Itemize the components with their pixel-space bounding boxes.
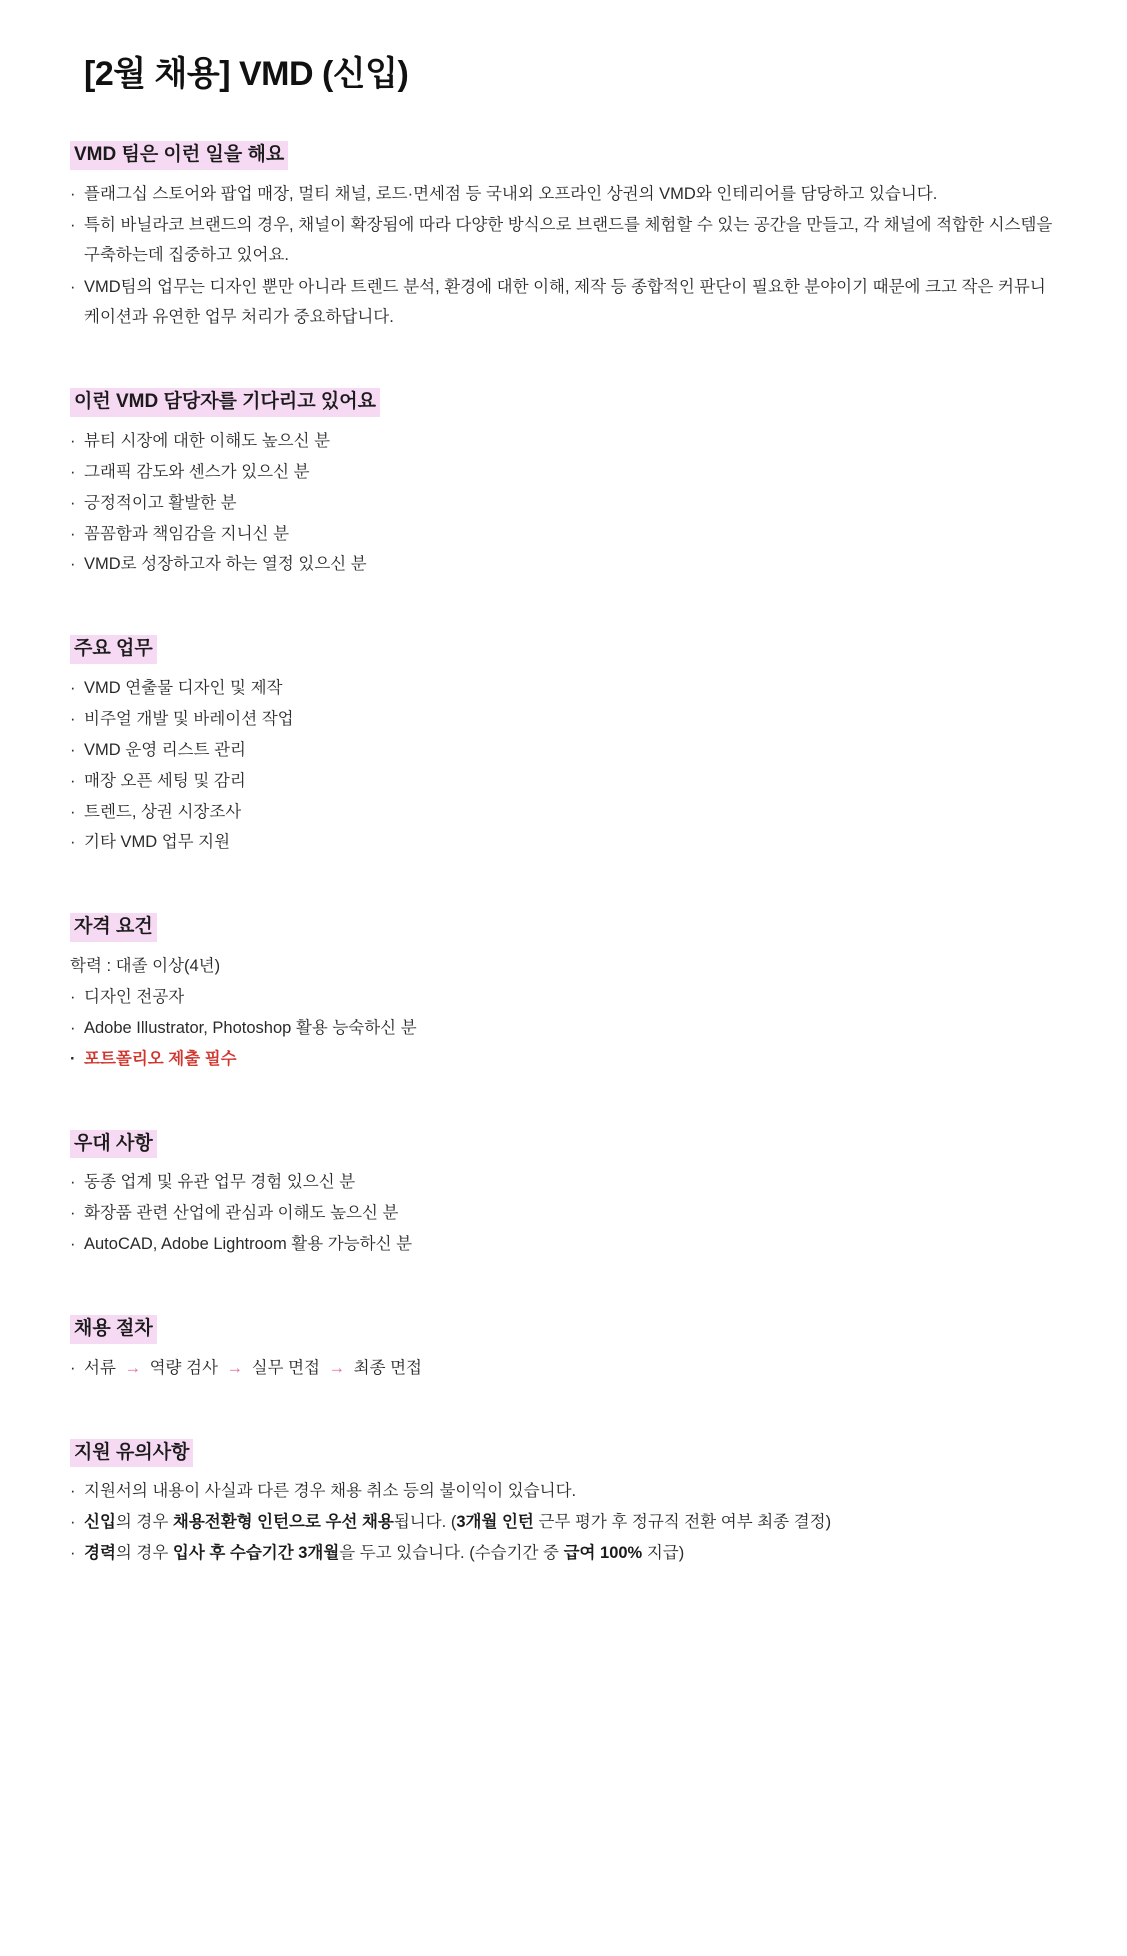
preferred-list — [70, 1168, 1057, 1259]
notice-emphasis: 신입 — [84, 1513, 116, 1532]
list-item-text: 디자인 전공자 — [84, 987, 185, 1006]
section-application-notice — [70, 1439, 1057, 1568]
section-hiring-process — [70, 1315, 1057, 1383]
notice-text: 지원서의 내용이 사실과 다른 경우 채용 취소 등의 불이익이 있습니다. — [84, 1482, 577, 1501]
bullet-icon: · — [70, 987, 76, 1006]
team-intro-list — [70, 180, 1057, 332]
list-item — [70, 798, 1057, 827]
list-item-text: 화장품 관련 산업에 관심과 이해도 높으신 분 — [84, 1204, 399, 1223]
bullet-icon: · — [70, 1358, 76, 1377]
list-item — [70, 1168, 1057, 1197]
section-main-duties — [70, 635, 1057, 857]
notice-text: 근무 평가 후 정규직 전환 여부 최종 결정) — [533, 1513, 832, 1532]
page-title: [2월 채용] VMD (신입) — [84, 55, 409, 93]
bullet-icon: · — [70, 802, 76, 821]
list-item — [70, 736, 1057, 765]
list-item-text: 기타 VMD 업무 지원 — [84, 833, 231, 852]
section-heading-application-notice: 지원 유의사항 — [70, 1439, 193, 1468]
hiring-process-steps — [70, 1354, 1057, 1383]
list-item — [70, 705, 1057, 734]
notice-text: 의 경우 — [115, 1513, 173, 1532]
list-item — [70, 180, 1057, 210]
notice-emphasis: 채용전환형 인턴으로 우선 채용 — [172, 1513, 394, 1532]
list-item-text: 플래그십 스토어와 팝업 매장, 멀티 채널, 로드·면세점 등 국내외 오프라인 상권의 VMD와 인테리어를 담당하고 있습니다. — [84, 184, 938, 203]
process-step: 실무 면접 — [251, 1358, 320, 1377]
bullet-icon: · — [70, 1173, 76, 1192]
list-item-text: 특히 바닐라코 브랜드의 경우, 채널이 확장됨에 따라 다양한 방식으로 브랜드를 체험할 수 있는 공간을 만들고, 각 채널에 적합한 시스템을 구축하는데 집중하고 있어요. — [84, 216, 1053, 265]
section-preferred — [70, 1130, 1057, 1259]
arrow-right-icon: → — [124, 1358, 141, 1377]
list-item — [70, 1199, 1057, 1228]
list-item-text: 트렌드, 상권 시장조사 — [84, 802, 242, 821]
bullet-icon: · — [70, 833, 76, 852]
list-item — [70, 1508, 1057, 1537]
list-item — [70, 1539, 1057, 1568]
requirements-list — [70, 983, 1057, 1074]
spacer — [70, 1293, 1057, 1315]
list-item-text: VMD로 성장하고자 하는 열정 있으신 분 — [84, 555, 367, 574]
list-item-text: 긍정적이고 활발한 분 — [84, 493, 237, 512]
list-item-text: 동종 업계 및 유관 업무 경험 있으신 분 — [84, 1173, 356, 1192]
bullet-icon: · — [70, 771, 76, 790]
notice-emphasis: 급여 100% — [563, 1544, 643, 1563]
process-step: 서류 — [84, 1358, 116, 1377]
list-item-text: VMD팀의 업무는 디자인 뿐만 아니라 트렌드 분석, 환경에 대한 이해, 제작 등 종합적인 판단이 필요한 분야이기 때문에 크고 작은 커뮤니케이션과 유연한 업무 처리가 중요하답니다. — [84, 277, 1046, 326]
bullet-icon: · — [70, 1018, 76, 1037]
bullet-icon: · — [70, 431, 76, 450]
section-ideal-candidate — [70, 388, 1057, 579]
list-item — [70, 489, 1057, 518]
list-item-text: Adobe Illustrator, Photoshop 활용 능숙하신 분 — [84, 1018, 417, 1037]
bullet-icon: · — [70, 1513, 76, 1532]
bullet-icon: · — [70, 709, 76, 728]
main-duties-list — [70, 674, 1057, 857]
section-heading-main-duties: 주요 업무 — [70, 635, 157, 664]
list-item — [70, 674, 1057, 703]
section-heading-hiring-process: 채용 절차 — [70, 1315, 157, 1344]
notice-text: 의 경우 — [115, 1544, 173, 1563]
process-step: 최종 면접 — [353, 1358, 422, 1377]
list-item-text: VMD 운영 리스트 관리 — [84, 740, 246, 759]
arrow-right-icon: → — [226, 1358, 244, 1377]
list-item-text: 뷰티 시장에 대한 이해도 높으신 분 — [84, 431, 331, 450]
list-item-text: 꼼꼼함과 책임감을 지니신 분 — [84, 524, 290, 543]
bullet-icon: · — [70, 1235, 76, 1254]
notice-emphasis: 경력 — [84, 1544, 116, 1563]
ideal-candidate-list — [70, 427, 1057, 579]
notice-text: 됩니다. ( — [393, 1513, 457, 1532]
section-team-intro — [70, 141, 1057, 332]
spacer — [70, 613, 1057, 635]
arrow-right-icon: → — [328, 1358, 346, 1377]
bullet-icon: · — [70, 184, 76, 203]
list-item — [70, 1230, 1057, 1259]
bullet-icon: · — [70, 1049, 76, 1068]
spacer — [70, 891, 1057, 913]
spacer — [70, 366, 1057, 388]
list-item — [70, 427, 1057, 456]
list-item-text: 그래픽 감도와 센스가 있으신 분 — [84, 462, 310, 481]
bullet-icon: · — [70, 493, 76, 512]
notice-text: 을 두고 있습니다. (수습기간 중 — [339, 1544, 564, 1563]
list-item-text: 매장 오픈 세팅 및 감리 — [84, 771, 246, 790]
list-item — [70, 767, 1057, 796]
bullet-icon: · — [70, 679, 76, 698]
bullet-icon: · — [70, 462, 76, 481]
list-item — [70, 983, 1057, 1012]
list-item — [70, 1014, 1057, 1043]
spacer — [70, 1108, 1057, 1130]
bullet-icon: · — [70, 1544, 76, 1563]
portfolio-required-text: 포트폴리오 제출 필수 — [84, 1049, 237, 1068]
hiring-process-list — [70, 1354, 1057, 1383]
list-item — [70, 1477, 1057, 1506]
list-item-highlighted — [70, 1045, 1057, 1074]
process-step: 역량 검사 — [149, 1358, 218, 1377]
bullet-icon: · — [70, 277, 76, 296]
notice-emphasis: 입사 후 수습기간 3개월 — [172, 1544, 340, 1563]
list-item — [70, 273, 1057, 332]
list-item — [70, 550, 1057, 579]
requirements-education-note: 학력 : 대졸 이상(4년) — [70, 957, 221, 976]
bullet-icon: · — [70, 1482, 76, 1501]
list-item-text: VMD 연출물 디자인 및 제작 — [84, 679, 283, 698]
spacer — [70, 1417, 1057, 1439]
section-requirements — [70, 913, 1057, 1073]
list-item — [70, 520, 1057, 549]
section-heading-preferred: 우대 사항 — [70, 1130, 157, 1159]
bullet-icon: · — [70, 555, 76, 574]
bullet-icon: · — [70, 740, 76, 759]
list-item — [70, 828, 1057, 857]
notice-emphasis: 3개월 인턴 — [456, 1513, 534, 1532]
section-heading-team-intro: VMD 팀은 이런 일을 해요 — [70, 141, 288, 170]
list-item — [70, 211, 1057, 270]
application-notice-list — [70, 1477, 1057, 1568]
section-heading-ideal-candidate: 이런 VMD 담당자를 기다리고 있어요 — [70, 388, 380, 417]
section-heading-requirements: 자격 요건 — [70, 913, 157, 942]
list-item-text: 비주얼 개발 및 바레이션 작업 — [84, 709, 294, 728]
bullet-icon: · — [70, 524, 76, 543]
list-item-text: AutoCAD, Adobe Lightroom 활용 가능하신 분 — [84, 1235, 413, 1254]
notice-text: 지급) — [642, 1544, 685, 1563]
bullet-icon: · — [70, 1204, 76, 1223]
bullet-icon: · — [70, 216, 76, 235]
list-item — [70, 458, 1057, 487]
